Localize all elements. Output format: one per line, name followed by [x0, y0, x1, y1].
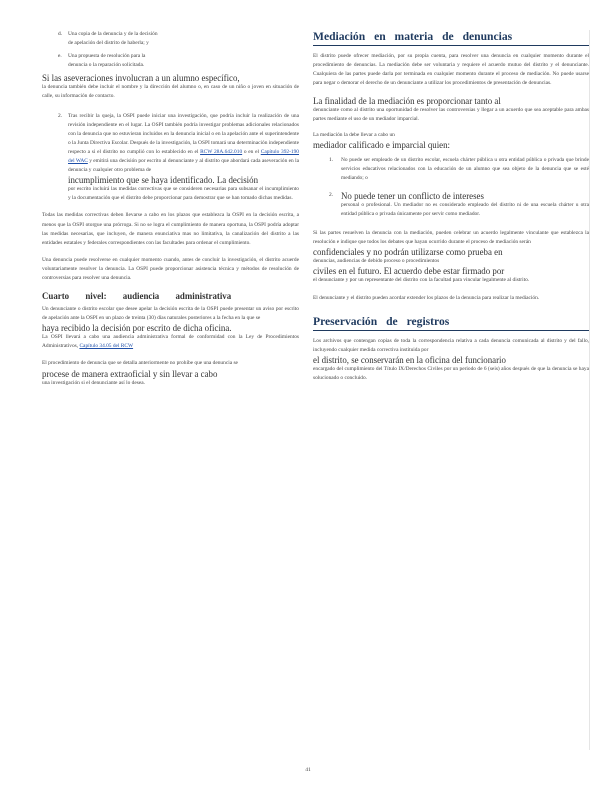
- item-2-text-mid: o en el: [243, 148, 259, 155]
- fourth-level-lead: haya recibido la decisión por escrito de dicha oficina.: [42, 323, 232, 334]
- corrective-paragraph: Todas las medidas correctivas deben llevarse a cabo en los plazos que establezca la OSPI en la decisión escrita, a menos que la OSPI otorgue una prórroga. Si no se logra el cumplimiento de manera oportuna, la OSPI podría adoptar las medidas necesarias, que incluyen, de manera enunciativa mas no limitativa, la canalización del distrito a las entidades estatales y federales correspondientes con las facultades para ordenar el cumplimiento.: [42, 212, 299, 246]
- item-2-text-part2: y emitirá una decisión por escrito al denunciante y al distrito que abordará cada aseveración en la denuncia y cualquier otro problema de: [68, 158, 299, 174]
- item-2-text-part1: Tras recibir la queja, la OSPI puede iniciar una investigación, que podría incluir la realización de una revisión independiente en el lugar. La OSPI también podría investigar problemas adicionales relacionados con la denuncia que no estuvieran incluidos en la denuncia inicial o en la apelación ante el superintendente o la Junta Directiva Escolar. Después de la investigación, la OSPI tomará una determinación independiente respecto a si el distrito no cumplió con lo establecido en el: [68, 112, 299, 155]
- fourth-level-heading: Cuarto nivel: audiencia administrativa: [42, 291, 232, 302]
- item-2-text-part3: por escrito incluirá las medidas correctivas que se consideren necesarias para subsanar el incumplimiento y la documentación que el distrito debe proporcionar para demostrar que se han tomado dichas medidas.: [68, 186, 299, 202]
- list-item-d: [42, 30, 299, 48]
- item-2-lead: incumplimiento que se haya identificado. La decisión: [68, 175, 259, 186]
- agreement-paragraph-2: denuncias, audiencias de debido proceso o procedimientos: [313, 258, 440, 265]
- mediation-purpose-lead: La finalidad de la mediación es proporcionar tanto al: [313, 96, 501, 107]
- item-e-line1: Una propuesta de resolución para la: [68, 53, 146, 60]
- mediator-item-2-lead: No puede tener un conflicto de intereses: [341, 190, 484, 201]
- mediator-item-2: [313, 191, 589, 219]
- item-e-line2: denuncia o la reparación solicitada.: [68, 62, 145, 69]
- mediator-marker-2: 2.: [329, 191, 334, 198]
- informal-paragraph: El procedimiento de denuncia que se detalla anteriormente no prohíbe que una denuncia se: [42, 360, 238, 367]
- fourth-level-text-2-part: La OSPI llevará a cabo una audiencia administrativa formal de conformidad con la Ley de Procedimientos Administrativos,: [42, 334, 299, 350]
- agreement-paragraph-3: el denunciante y por un representante del distrito con la facultad para vincular legalmente al distrito.: [313, 277, 530, 284]
- rcw-link[interactable]: RCW 28A.642.010: [200, 148, 243, 155]
- page-edge-rule: [589, 30, 590, 750]
- mediation-heading: Mediación en materia de denuncias: [313, 30, 513, 43]
- mediator-marker-1: 1.: [329, 156, 334, 163]
- rcw-chapter-link[interactable]: Capítulo 34.05 del RCW: [79, 343, 134, 350]
- item-d-line1: Una copia de la denuncia y de la decisión: [68, 31, 158, 37]
- records-heading: Preservación de registros: [313, 314, 450, 328]
- resolve-paragraph: Una denuncia puede resolverse en cualquier momento cuando, antes de concluir la investigación, el distrito acuerde voluntariamente resolver la denuncia. La OSPI puede proporcionar asistencia técnica y métodos de resolución de controversias para resolver una denuncia.: [42, 256, 299, 281]
- mediator-item-1: [313, 156, 589, 183]
- informal-paragraph-lead: procese de manera extraoficial y sin llevar a cabo: [42, 368, 218, 379]
- fourth-level-text-2: [42, 333, 299, 351]
- records-lead: el distrito, se conservarán en la oficina del funcionario: [313, 354, 506, 365]
- extend-paragraph: El denunciante y el distrito pueden acordar extender los plazos de la denuncia para realizar la mediación.: [313, 294, 540, 301]
- informal-paragraph-end: una investigación si el denunciante así lo desea.: [42, 379, 145, 386]
- page-number: 41: [305, 767, 311, 773]
- student-paragraph: la denuncia también debe incluir el nombre y la dirección del alumno o, en caso de un niño o joven en situación de calle, su información de contacto.: [42, 84, 299, 100]
- left-column: [42, 30, 299, 388]
- student-paragraph-lead: Si las aseveraciones involucran a un alumno específico,: [42, 73, 240, 84]
- item-d-line2: de apelación del distrito de haberla; y: [68, 40, 149, 47]
- agreement-lead-2: civiles en el futuro. El acuerdo debe estar firmado por: [313, 266, 505, 277]
- mediator-intro: La mediación la debe llevar a cabo un: [313, 131, 395, 138]
- list-item-2: [42, 112, 299, 204]
- mediator-item-1-text: No puede ser empleado de un distrito escolar, escuela chárter pública u otra entidad pública o privada que brinde servicios educativos relacionados con la educación de un alumno que sea objeto de la denuncia que se esté mediando; o: [341, 156, 589, 181]
- mediator-item-2-text: personal o profesional. Un mediador no es considerado empleado del distrito ni de una escuela chárter u otra entidad pública o privada únicamente por servir como mediador.: [341, 201, 589, 218]
- list-marker-d: d.: [58, 31, 63, 37]
- agreement-paragraph: Si las partes resuelven la denuncia con la mediación, pueden celebrar un acuerdo legalmente vinculante que establezca la resolución e indique que todos los debates que hayan ocurrido durante el proceso de mediación serán: [313, 230, 589, 246]
- agreement-lead: confidenciales y no podrán utilizarse como prueba en: [313, 247, 503, 258]
- fourth-level-text: Un denunciante o distrito escolar que desee apelar la decisión escrita de la OSPI puede presentar un aviso por escrito de apelación ante la OSPI en un plazo de treinta (30) días naturales posteriores a la fecha en la que se: [42, 306, 299, 322]
- mediator-intro-lead: mediador calificado e imparcial quien:: [313, 139, 451, 150]
- records-paragraph: Los archivos que contengan copias de toda la correspondencia relativa a cada denuncia comunicada al distrito y del fallo, incluyendo cualquier medida correctiva instituida por: [313, 337, 589, 353]
- list-marker-e: e.: [58, 53, 62, 60]
- item-2-text: [68, 112, 299, 176]
- right-column: [313, 30, 589, 383]
- records-paragraph-2: encargado del cumplimiento del Título IX/Derechos Civiles por un periodo de 6 (seis) años después de que la denuncia se haya solucionado o concluido.: [313, 365, 589, 381]
- mediation-paragraph: El distrito puede ofrecer mediación, por su propia cuenta, para resolver una denuncia en cualquier momento durante el procedimiento de denuncias. La mediación debe ser voluntaria y requiere el acuerdo mutuo del distrito y el denunciante. Cualquiera de las partes puede darla por terminada en cualquier momento durante el proceso de mediación. No puede usarse para negar o demorar el derecho de un denunciante a utilizar los procedimientos de presentación de denuncias.: [313, 53, 589, 87]
- list-marker-2: 2.: [58, 112, 63, 119]
- mediation-purpose: denunciante como al distrito una oportunidad de resolver las controversias y llegar a un acuerdo que sea aceptable para ambas partes mediante el uso de un mediador imparcial.: [313, 107, 589, 123]
- list-item-e: [42, 52, 299, 70]
- wac-link[interactable]: Capítulo 392-190 del WAC: [68, 148, 299, 165]
